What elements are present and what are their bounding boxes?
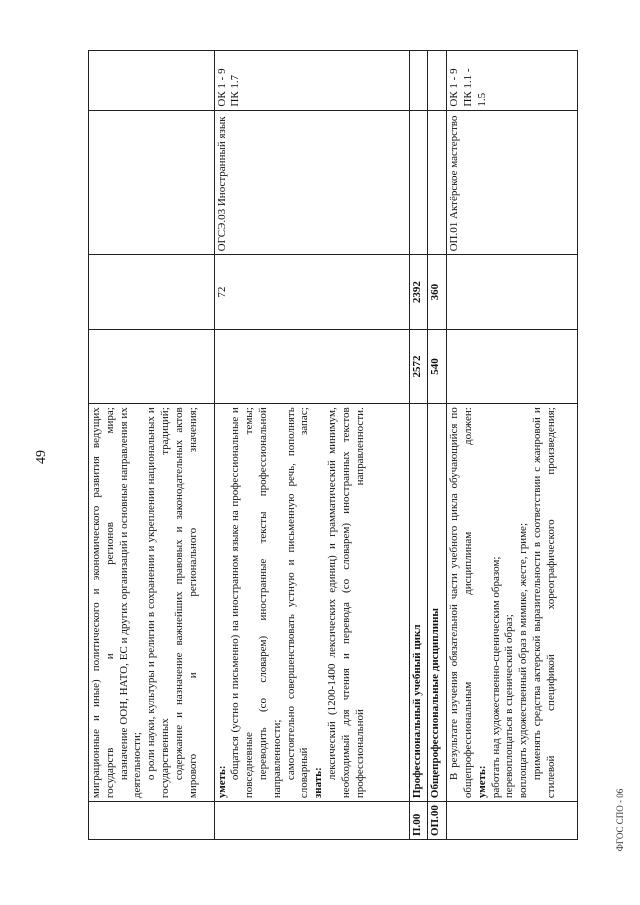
max-load-cell: 540 bbox=[428, 329, 447, 403]
curriculum-table bbox=[88, 50, 578, 840]
max-load-cell bbox=[89, 329, 215, 403]
max-load-cell bbox=[214, 329, 409, 403]
competencies-cell bbox=[428, 51, 447, 111]
discipline-cell bbox=[89, 110, 215, 255]
skills-label: уметь: bbox=[215, 765, 228, 799]
index-cell: П.00 bbox=[409, 802, 428, 840]
hours-cell: 360 bbox=[428, 255, 447, 329]
index-cell bbox=[214, 802, 409, 840]
cycle-title: Профессиональный учебный цикл bbox=[409, 404, 428, 802]
index-cell: ОП.00 bbox=[428, 802, 447, 840]
competencies-cell bbox=[409, 51, 428, 111]
table-row bbox=[89, 51, 215, 840]
curriculum-table-frame bbox=[88, 50, 578, 840]
intro-text: В результате изучения обязательной части учебного цикла обучающийся по общепрофессиональным дисциплинам должен: bbox=[448, 407, 475, 799]
skill-item: общаться (устно и письменно) на иностранном языке на профессиональные и повседневные темы; bbox=[229, 407, 256, 799]
competencies-cell: ОК 1 - 9 ПК 1.7 bbox=[214, 51, 409, 111]
hours-cell: 2392 bbox=[409, 255, 428, 329]
max-load-cell bbox=[447, 329, 578, 403]
skills-label: уметь: bbox=[475, 765, 488, 799]
knowledge-label: знать: bbox=[312, 767, 325, 799]
skill-item: переводить (со словарем) иностранные тексты профессиональной направленности; bbox=[256, 407, 283, 799]
requirement-text: миграционные и иные) политического и экономического развития ведущих государств и регионов мира; bbox=[90, 407, 116, 799]
table-row bbox=[428, 51, 447, 840]
skill-item: работать над художественно-сценическим образом; bbox=[489, 556, 502, 799]
content-cell bbox=[214, 404, 409, 802]
knowledge-item: лексический (1200-1400 лексических единиц) и грамматический минимум, необходимый для чтения и перевода (со словарем) иностранных текстов профессиональной направленности. bbox=[325, 407, 366, 799]
competencies-cell: ОК 1 - 9 ПК 1.1 - 1.5 bbox=[447, 51, 578, 111]
max-load-cell: 2572 bbox=[409, 329, 428, 403]
discipline-cell bbox=[428, 110, 447, 255]
skill-item: воплощать художественный образ в мимике, жесте, гриме; bbox=[517, 523, 530, 799]
table-row bbox=[214, 51, 409, 840]
hours-cell: 72 bbox=[214, 255, 409, 329]
section-title: Общепрофессиональные дисциплины bbox=[428, 404, 447, 802]
table-row bbox=[447, 51, 578, 840]
footer-standard-id: ФГОС СПО - 06 bbox=[615, 788, 625, 852]
index-cell bbox=[89, 802, 215, 840]
skill-item: применять средства актерской выразительности в соответствии с жанровой и стилевой спецификой хореографического произведения; bbox=[531, 407, 557, 799]
competencies-cell bbox=[89, 51, 215, 111]
hours-cell bbox=[447, 255, 578, 329]
page-number: 49 bbox=[34, 450, 49, 464]
skill-item: перевоплощаться в сценический образ; bbox=[503, 614, 516, 799]
discipline-cell bbox=[409, 110, 428, 255]
table-row bbox=[409, 51, 428, 840]
content-cell bbox=[89, 404, 215, 802]
content-cell bbox=[447, 404, 578, 802]
index-cell bbox=[447, 802, 578, 840]
discipline-cell: ОГСЭ.03 Иностранный язык bbox=[214, 110, 409, 255]
requirement-text: назначение ООН, НАТО, ЕС и других организаций и основные направления их деятельности; bbox=[117, 407, 144, 799]
discipline-cell: ОП.01 Актёрское мастерство bbox=[447, 110, 578, 255]
hours-cell bbox=[89, 255, 215, 329]
requirement-text: содержание и назначение важнейших правовых и законодательных актов мирового и регионального значения; bbox=[172, 407, 199, 799]
requirement-text: о роли науки, культуры и религии в сохранении и укреплении национальных и государственных традиций; bbox=[145, 407, 171, 799]
skill-item: самостоятельно совершенствовать устную и письменную речь, пополнять словарный запас; bbox=[284, 407, 311, 799]
